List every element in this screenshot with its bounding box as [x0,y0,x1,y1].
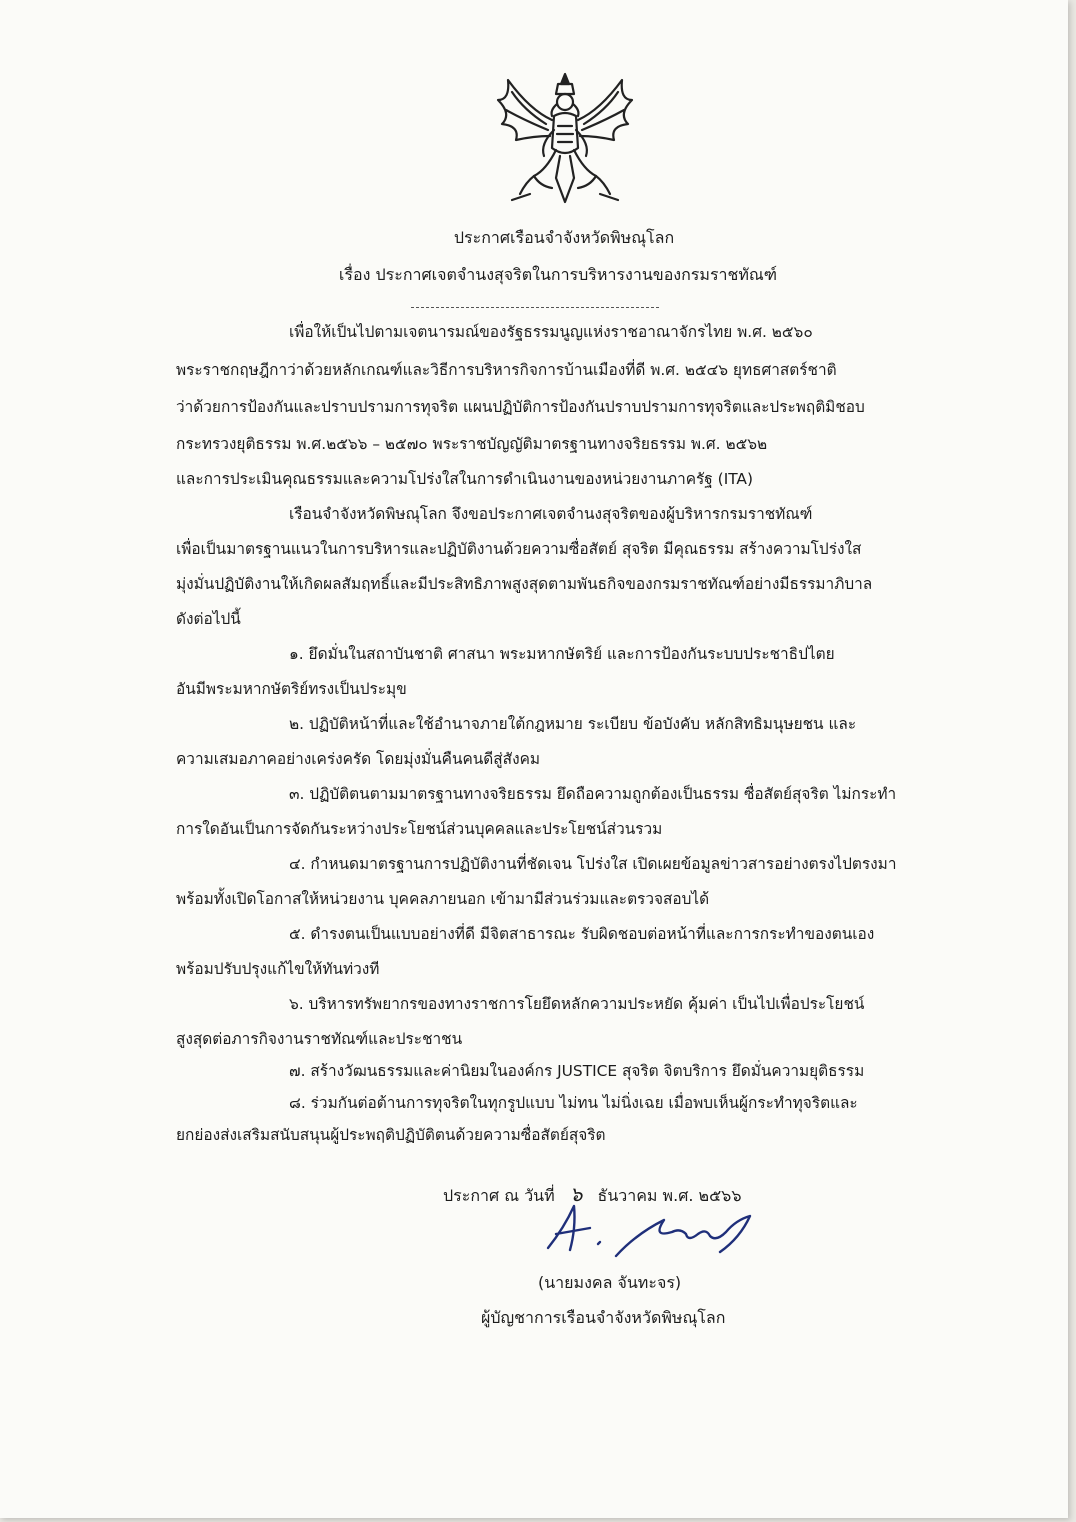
item-1-line-1: ๑. ยึดมั่นในสถาบันชาติ ศาสนา พระมหากษัตริย์ และการป้องกันระบบประชาธิปไตย [289,645,835,663]
item-3-line-1: ๓. ปฏิบัติตนตามมาตรฐานทางจริยธรรม ยึดถือความถูกต้องเป็นธรรม ซื่อสัตย์สุจริต ไม่กระทำ [289,785,897,803]
item-6-line-1: ๖. บริหารทรัพยากรของทางราชการโยยึดหลักความประหยัด คุ้มค่า เป็นไปเพื่อประโยชน์ [289,995,865,1013]
header-divider [411,307,659,308]
announce-suffix: ธันวาคม พ.ศ. ๒๕๖๖ [597,1186,742,1205]
announce-prefix: ประกาศ ณ วันที่ [443,1186,555,1205]
organization-title: ประกาศเรือนจำจังหวัดพิษณุโลก [453,228,675,247]
declaration-line: ดังต่อไปนี้ [176,610,241,628]
item-8-line-2: ยกย่องส่งเสริมสนับสนุนผู้ประพฤติปฏิบัติตนด้วยความซื่อสัตย์สุจริต [176,1126,606,1144]
item-1-line-2: อันมีพระมหากษัตริย์ทรงเป็นประมุข [176,680,407,698]
announce-day: ๖ [569,1182,583,1206]
item-5-line-2: พร้อมปรับปรุงแก้ไขให้ทันท่วงที [176,960,380,978]
item-3-line-2: การใดอันเป็นการจัดกันระหว่างประโยชน์ส่วนบุคคลและประโยชน์ส่วนรวม [176,820,663,838]
item-7-line-1: ๗. สร้างวัฒนธรรมและค่านิยมในองค์กร JUSTICE สุจริต จิตบริการ ยึดมั่นความยุติธรรม [289,1062,865,1080]
intro-line: เพื่อให้เป็นไปตามเจตนารมณ์ของรัฐธรรมนูญแห่งราชอาณาจักรไทย พ.ศ. ๒๕๖๐ [289,323,813,341]
intro-line: กระทรวงยุติธรรม พ.ศ.๒๕๖๖ – ๒๕๗๐ พระราชบัญญัติมาตรฐานทางจริยธรรม พ.ศ. ๒๕๖๒ [176,435,768,453]
item-8-line-1: ๘. ร่วมกันต่อต้านการทุจริตในทุกรูปแบบ ไม่ทน ไม่นิ่งเฉย เมื่อพบเห็นผู้กระทำทุจริตและ [289,1094,858,1112]
handwritten-signature [540,1198,770,1260]
item-6-line-2: สูงสุดต่อภารกิจงานราชทัณฑ์และประชาชน [176,1030,463,1048]
item-2-line-1: ๒. ปฏิบัติหน้าที่และใช้อำนาจภายใต้กฎหมาย ระเบียบ ข้อบังคับ หลักสิทธิมนุษยชน และ [289,715,857,733]
item-4-line-2: พร้อมทั้งเปิดโอกาสให้หน่วยงาน บุคคลภายนอก เข้ามามีส่วนร่วมและตรวจสอบได้ [176,890,710,908]
signatory-position: ผู้บัญชาการเรือนจำจังหวัดพิษณุโลก [481,1308,726,1327]
subject-line: เรื่อง ประกาศเจตจำนงสุจริตในการบริหารงานของกรมราชทัณฑ์ [338,265,778,284]
item-4-line-1: ๔. กำหนดมาตรฐานการปฏิบัติงานที่ชัดเจน โปร่งใส เปิดเผยข้อมูลข่าวสารอย่างตรงไปตรงมา [289,855,897,873]
signatory-name: (นายมงคล จันทะจร) [538,1273,682,1292]
intro-line: พระราชกฤษฎีกาว่าด้วยหลักเกณฑ์และวิธีการบริหารกิจการบ้านเมืองที่ดี พ.ศ. ๒๕๔๖ ยุทธศาสตร์ชาติ [176,361,837,379]
declaration-line: มุ่งมั่นปฏิบัติงานให้เกิดผลสัมฤทธิ์และมีประสิทธิภาพสูงสุดตามพันธกิจของกรมราชทัณฑ์อย่างมีธรรมาภิบาล [176,575,873,593]
declaration-line: เพื่อเป็นมาตรฐานแนวในการบริหารและปฏิบัติงานด้วยความซื่อสัตย์ สุจริต มีคุณธรรม สร้างความโปร่งใส [176,540,862,558]
item-5-line-1: ๕. ดำรงตนเป็นแบบอย่างที่ดี มีจิตสาธารณะ รับผิดชอบต่อหน้าที่และการกระทำของตนเอง [289,925,875,943]
declaration-line: เรือนจำจังหวัดพิษณุโลก จึงขอประกาศเจตจำนงสุจริตของผู้บริหารกรมราชทัณฑ์ [289,505,813,523]
intro-line: และการประเมินคุณธรรมและความโปร่งใสในการดำเนินงานของหน่วยงานภาครัฐ (ITA) [176,470,753,488]
intro-line: ว่าด้วยการป้องกันและปราบปรามการทุจริต แผนปฏิบัติการป้องกันปราบปรามการทุจริตและประพฤติมิชอบ [176,398,865,416]
item-2-line-2: ความเสมอภาคอย่างเคร่งครัด โดยมุ่งมั่นคืนคนดีสู่สังคม [176,750,541,768]
garuda-emblem-icon [490,70,640,210]
